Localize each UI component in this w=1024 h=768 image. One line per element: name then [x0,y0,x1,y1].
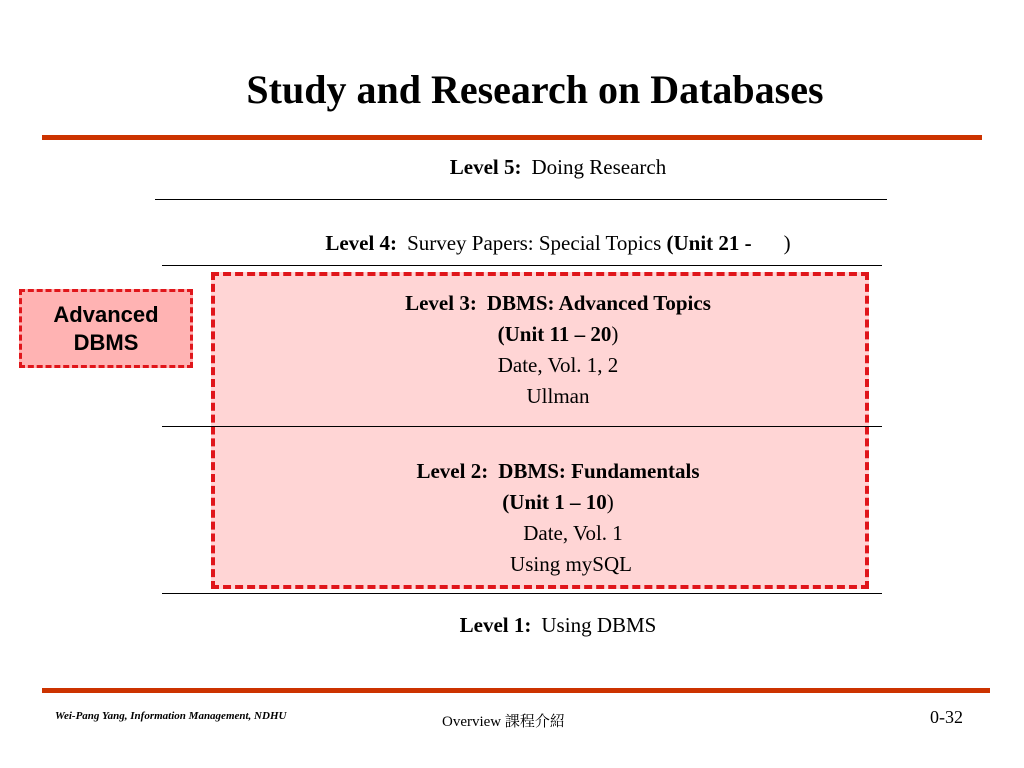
level-5-label: Level 5: [449,155,522,179]
level-2-book: Date, Vol. 1 [523,521,623,545]
title-area [0,0,1024,140]
level-2-unit-close: ) [606,490,614,514]
level-3-author: Ullman [526,384,590,408]
footer-author: Wei-Pang Yang, Information Management, NDHU [55,710,287,722]
slide-title: Study and Research on Databases [246,67,824,112]
callout-line-1: Advanced [53,301,159,327]
divider-level5-level4 [155,199,887,200]
level-3-label: Level 3: [405,291,477,315]
level-1-label: Level 1: [459,613,532,637]
level-2-text: DBMS: Fundamentals [498,459,700,483]
level-4-unit: Unit 21 - [673,231,752,255]
level-3-text: DBMS: Advanced Topics [486,291,711,315]
bottom-rule [42,688,990,693]
advanced-dbms-callout [19,289,193,368]
page-number: 0-32 [930,707,963,727]
divider-level3-level2 [162,426,882,427]
divider-level4-level3 [162,265,882,266]
footer-section: Overview 課程介紹 [442,714,565,730]
level-5-text: Doing Research [531,155,667,179]
level-2 [300,456,816,580]
top-rule [42,135,982,140]
level-2-unit: Unit 1 – 10 [509,490,607,514]
level-3-book: Date, Vol. 1, 2 [497,353,619,377]
callout-line-2: DBMS [73,329,139,355]
level-4 [190,228,926,259]
level-5 [300,152,816,183]
level-2-label: Level 2: [416,459,489,483]
divider-level2-level1 [162,593,882,594]
level-4-label: Level 4: [325,231,398,255]
level-3 [300,288,816,412]
level-1-text: Using DBMS [541,613,657,637]
level-1 [300,610,816,641]
level-4-unit-open: ( [666,231,674,255]
level-4-text: Survey Papers: Special Topics [407,231,667,255]
level-2-unit-open: ( [502,490,510,514]
level-2-tool: Using mySQL [510,552,632,576]
level-4-unit-close: ) [783,231,791,255]
level-3-unit-open: ( [497,322,505,346]
level-3-unit-close: ) [611,322,619,346]
level-3-unit: Unit 11 – 20 [504,322,612,346]
